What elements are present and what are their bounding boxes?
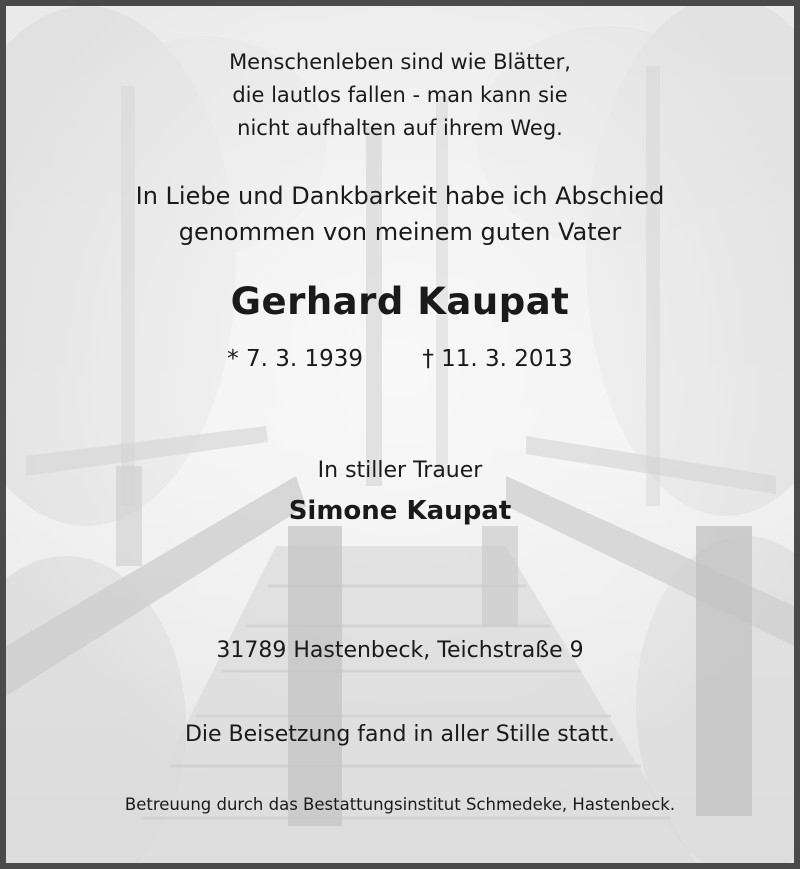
mourner-name: Simone Kaupat bbox=[288, 496, 512, 526]
poem-line-1: Menschenleben sind wie Blätter, bbox=[229, 50, 571, 74]
intro-line-2: genommen von meinem guten Vater bbox=[178, 218, 622, 246]
death-date: † 11. 3. 2013 bbox=[422, 346, 573, 372]
mourner-address: 31789 Hastenbeck, Teichstraße 9 bbox=[216, 638, 584, 663]
intro-line-1: In Liebe und Dankbarkeit habe ich Abschied bbox=[135, 182, 665, 210]
intro-text bbox=[6, 178, 794, 250]
mourning-phrase: In stiller Trauer bbox=[317, 458, 483, 483]
burial-note: Die Beisetzung fand in aller Stille statt. bbox=[184, 722, 616, 747]
poem-line-2: die lautlos fallen - man kann sie bbox=[232, 83, 568, 107]
life-dates bbox=[6, 346, 794, 372]
birth-date: * 7. 3. 1939 bbox=[227, 346, 364, 372]
deceased-name: Gerhard Kaupat bbox=[230, 280, 570, 323]
undertaker-note: Betreuung durch das Bestattungsinstitut Schmedeke, Hastenbeck. bbox=[124, 795, 676, 814]
poem-line-3: nicht aufhalten auf ihrem Weg. bbox=[237, 116, 563, 140]
poem bbox=[6, 46, 794, 145]
